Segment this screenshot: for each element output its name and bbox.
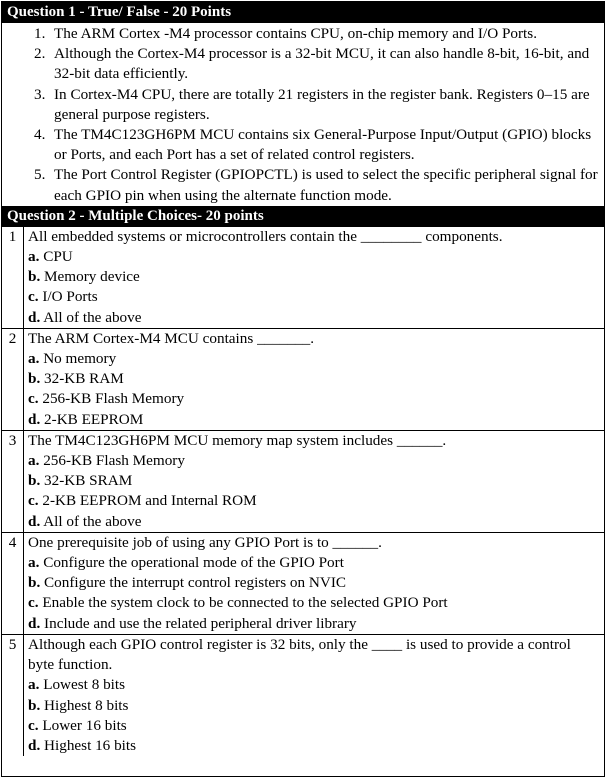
mc-option-text: Highest 8 bits <box>44 696 129 714</box>
mc-question-stem: The TM4C123GH6PM MCU memory map system includes ______. <box>28 431 447 449</box>
mc-option-letter: d. <box>28 512 41 530</box>
mc-option-text: Highest 16 bits <box>44 736 137 754</box>
tf-item-number: 1. <box>34 25 46 42</box>
tf-item-number: 5. <box>34 166 46 184</box>
mc-question-body <box>24 634 605 756</box>
mc-question-number: 5 <box>2 634 24 756</box>
mc-option-letter: d. <box>28 736 41 754</box>
mc-option-text: 32-KB RAM <box>44 370 124 388</box>
mc-option <box>28 675 600 695</box>
tf-item <box>2 125 604 165</box>
mc-option <box>28 267 600 287</box>
mc-question-stem: All embedded systems or microcontrollers contain the ________ components. <box>28 227 503 245</box>
mc-option <box>28 410 600 430</box>
mc-question-stem: Although each GPIO control register is 32 bits, only the ____ is used to provide a control byte function. <box>28 635 571 674</box>
mc-question-row <box>2 634 604 756</box>
mc-option <box>28 491 600 511</box>
mc-option-text: Configure the operational mode of the GPIO Port <box>43 554 344 572</box>
mc-option-letter: b. <box>28 574 41 592</box>
mc-option <box>28 736 600 756</box>
question-2-header: Question 2 - Multiple Choices- 20 points <box>2 206 604 227</box>
tf-item <box>2 44 604 84</box>
mc-option-text: Lower 16 bits <box>42 716 127 734</box>
mc-option-letter: b. <box>28 472 41 490</box>
multiple-choice-table <box>2 227 604 756</box>
mc-option <box>28 716 600 736</box>
mc-option-text: I/O Ports <box>42 288 98 306</box>
mc-question-body <box>24 227 605 329</box>
mc-option <box>28 349 600 369</box>
mc-option-text: 256-KB Flash Memory <box>42 390 185 408</box>
mc-question-row <box>2 227 604 329</box>
mc-option-text: All of the above <box>43 512 142 530</box>
mc-question-row <box>2 532 604 634</box>
tf-item <box>2 24 604 44</box>
mc-option-letter: a. <box>28 676 40 694</box>
mc-question-body <box>24 430 605 532</box>
mc-question-number: 1 <box>2 227 24 329</box>
mc-option-text: Include and use the related peripheral driver library <box>44 614 357 632</box>
mc-option-letter: d. <box>28 410 41 428</box>
mc-option-text: Enable the system clock to be connected to the selected GPIO Port <box>42 594 448 612</box>
mc-option-text: No memory <box>43 350 117 368</box>
tf-item-text: The ARM Cortex -M4 processor contains CPU, on-chip memory and I/O Ports. <box>54 25 537 42</box>
mc-option-letter: c. <box>28 288 39 306</box>
tf-item-number: 4. <box>34 126 46 144</box>
mc-option <box>28 369 600 389</box>
mc-option-letter: a. <box>28 554 40 572</box>
mc-option <box>28 247 600 267</box>
mc-option <box>28 451 600 471</box>
mc-question-row <box>2 328 604 430</box>
mc-option-letter: b. <box>28 696 41 714</box>
mc-option-text: Lowest 8 bits <box>43 676 126 694</box>
mc-option <box>28 308 600 328</box>
mc-question-number: 3 <box>2 430 24 532</box>
tf-item <box>2 165 604 205</box>
mc-question-number: 2 <box>2 328 24 430</box>
mc-option-text: 2-KB EEPROM <box>44 410 144 428</box>
tf-item-text: In Cortex-M4 CPU, there are totally 21 registers in the register bank. Registers 0–15 are general purpose registers. <box>54 85 590 123</box>
mc-question-stem: One prerequisite job of using any GPIO Port is to ______. <box>28 533 382 551</box>
mc-option-text: 32-KB SRAM <box>44 472 133 490</box>
mc-option-letter: c. <box>28 594 39 612</box>
mc-option-letter: c. <box>28 716 39 734</box>
mc-option-letter: d. <box>28 308 41 326</box>
mc-option-letter: b. <box>28 268 41 286</box>
mc-question-body <box>24 328 605 430</box>
tf-item-number: 2. <box>34 45 46 63</box>
mc-option-letter: a. <box>28 452 40 470</box>
mc-option <box>28 553 600 573</box>
mc-option-text: All of the above <box>43 308 142 326</box>
mc-option-text: Memory device <box>44 268 140 286</box>
tf-item <box>2 85 604 125</box>
tf-item-text: The Port Control Register (GPIOPCTL) is used to select the specific peripheral signal for each GPIO pin when using the alternate function mode. <box>54 166 598 204</box>
mc-option <box>28 614 600 634</box>
question-1-header: Question 1 - True/ False - 20 Points <box>2 2 604 23</box>
mc-option-letter: a. <box>28 248 40 266</box>
mc-question-number: 4 <box>2 532 24 634</box>
mc-question-stem: The ARM Cortex-M4 MCU contains _______. <box>28 329 315 347</box>
mc-option-text: Configure the interrupt control registers on NVIC <box>44 574 347 592</box>
mc-question-row <box>2 430 604 532</box>
mc-option-letter: c. <box>28 492 39 510</box>
mc-option <box>28 696 600 716</box>
mc-option-text: 256-KB Flash Memory <box>43 452 185 470</box>
mc-option-text: 2-KB EEPROM and Internal ROM <box>42 492 257 510</box>
mc-option-letter: a. <box>28 350 40 368</box>
tf-item-number: 3. <box>34 85 46 103</box>
true-false-list <box>2 23 604 206</box>
mc-option <box>28 593 600 613</box>
mc-option-text: CPU <box>43 248 73 266</box>
quiz-page <box>1 1 605 777</box>
mc-question-body <box>24 532 605 634</box>
mc-option-letter: d. <box>28 614 41 632</box>
mc-option-letter: b. <box>28 370 41 388</box>
mc-option <box>28 287 600 307</box>
mc-option <box>28 471 600 491</box>
mc-option <box>28 389 600 409</box>
mc-option-letter: c. <box>28 390 39 408</box>
tf-item-text: The TM4C123GH6PM MCU contains six General-Purpose Input/Output (GPIO) blocks or Ports, and each Port has a set of related control registers. <box>54 126 592 164</box>
mc-option <box>28 573 600 593</box>
tf-item-text: Although the Cortex-M4 processor is a 32-bit MCU, it can also handle 8-bit, 16-bit, and 32-bit data efficiently. <box>54 45 590 83</box>
mc-option <box>28 512 600 532</box>
